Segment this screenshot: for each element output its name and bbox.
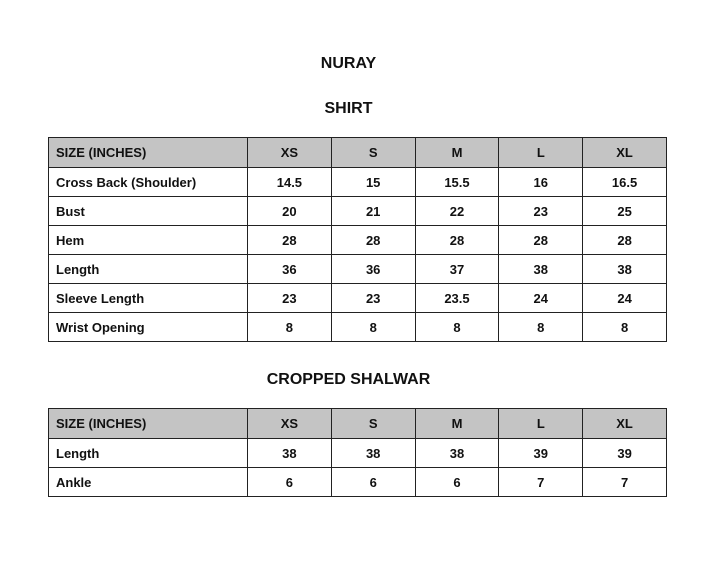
shirt-size-table [48,137,667,342]
table-cell: 39 [499,439,583,468]
table-row [49,168,667,197]
table-cell: 36 [331,255,415,284]
table-cell: 6 [331,468,415,497]
table-cell: 25 [583,197,667,226]
header-cell-l: L [499,409,583,439]
table-cell: 20 [248,197,332,226]
table-cell: 7 [583,468,667,497]
table-cell: 8 [331,313,415,342]
table-cell: 21 [331,197,415,226]
table-cell: 6 [248,468,332,497]
table-cell: 23 [331,284,415,313]
table-row [49,439,667,468]
row-label: Length [49,255,248,284]
row-label: Wrist Opening [49,313,248,342]
brand-title: NURAY [320,55,377,72]
row-label: Sleeve Length [49,284,248,313]
table-cell: 37 [415,255,499,284]
row-label: Ankle [49,468,248,497]
table-cell: 24 [583,284,667,313]
table-row [49,197,667,226]
table-row [49,284,667,313]
table-cell: 24 [499,284,583,313]
header-cell-xl: XL [583,138,667,168]
table-cell: 28 [331,226,415,255]
table-cell: 38 [415,439,499,468]
header-cell-label: SIZE (INCHES) [49,138,248,168]
table-row [49,226,667,255]
header-cell-s: S [331,409,415,439]
header-cell-m: M [415,409,499,439]
row-label: Cross Back (Shoulder) [49,168,248,197]
table-cell: 28 [583,226,667,255]
table-cell: 38 [583,255,667,284]
shalwar-size-table [48,408,667,497]
header-cell-s: S [331,138,415,168]
header-cell-xs: XS [248,138,332,168]
row-label: Hem [49,226,248,255]
shirt-section-title: SHIRT [324,100,373,117]
table-cell: 8 [583,313,667,342]
table-cell: 8 [415,313,499,342]
table-cell: 22 [415,197,499,226]
row-label: Bust [49,197,248,226]
table-cell: 28 [499,226,583,255]
table-cell: 28 [248,226,332,255]
table-cell: 15.5 [415,168,499,197]
table-cell: 8 [499,313,583,342]
table-cell: 16 [499,168,583,197]
table-cell: 15 [331,168,415,197]
row-label: Length [49,439,248,468]
table-header-row [49,409,667,439]
header-cell-xl: XL [583,409,667,439]
table-cell: 6 [415,468,499,497]
table-cell: 23.5 [415,284,499,313]
table-cell: 39 [583,439,667,468]
table-cell: 38 [499,255,583,284]
shalwar-section-title: CROPPED SHALWAR [266,371,431,388]
table-cell: 16.5 [583,168,667,197]
header-cell-xs: XS [248,409,332,439]
table-cell: 28 [415,226,499,255]
table-cell: 38 [331,439,415,468]
header-cell-l: L [499,138,583,168]
table-cell: 8 [248,313,332,342]
table-row [49,255,667,284]
header-cell-label: SIZE (INCHES) [49,409,248,439]
table-cell: 7 [499,468,583,497]
table-cell: 23 [248,284,332,313]
table-cell: 14.5 [248,168,332,197]
header-cell-m: M [415,138,499,168]
table-row [49,313,667,342]
table-cell: 23 [499,197,583,226]
table-header-row [49,138,667,168]
table-cell: 36 [248,255,332,284]
table-row [49,468,667,497]
table-cell: 38 [248,439,332,468]
